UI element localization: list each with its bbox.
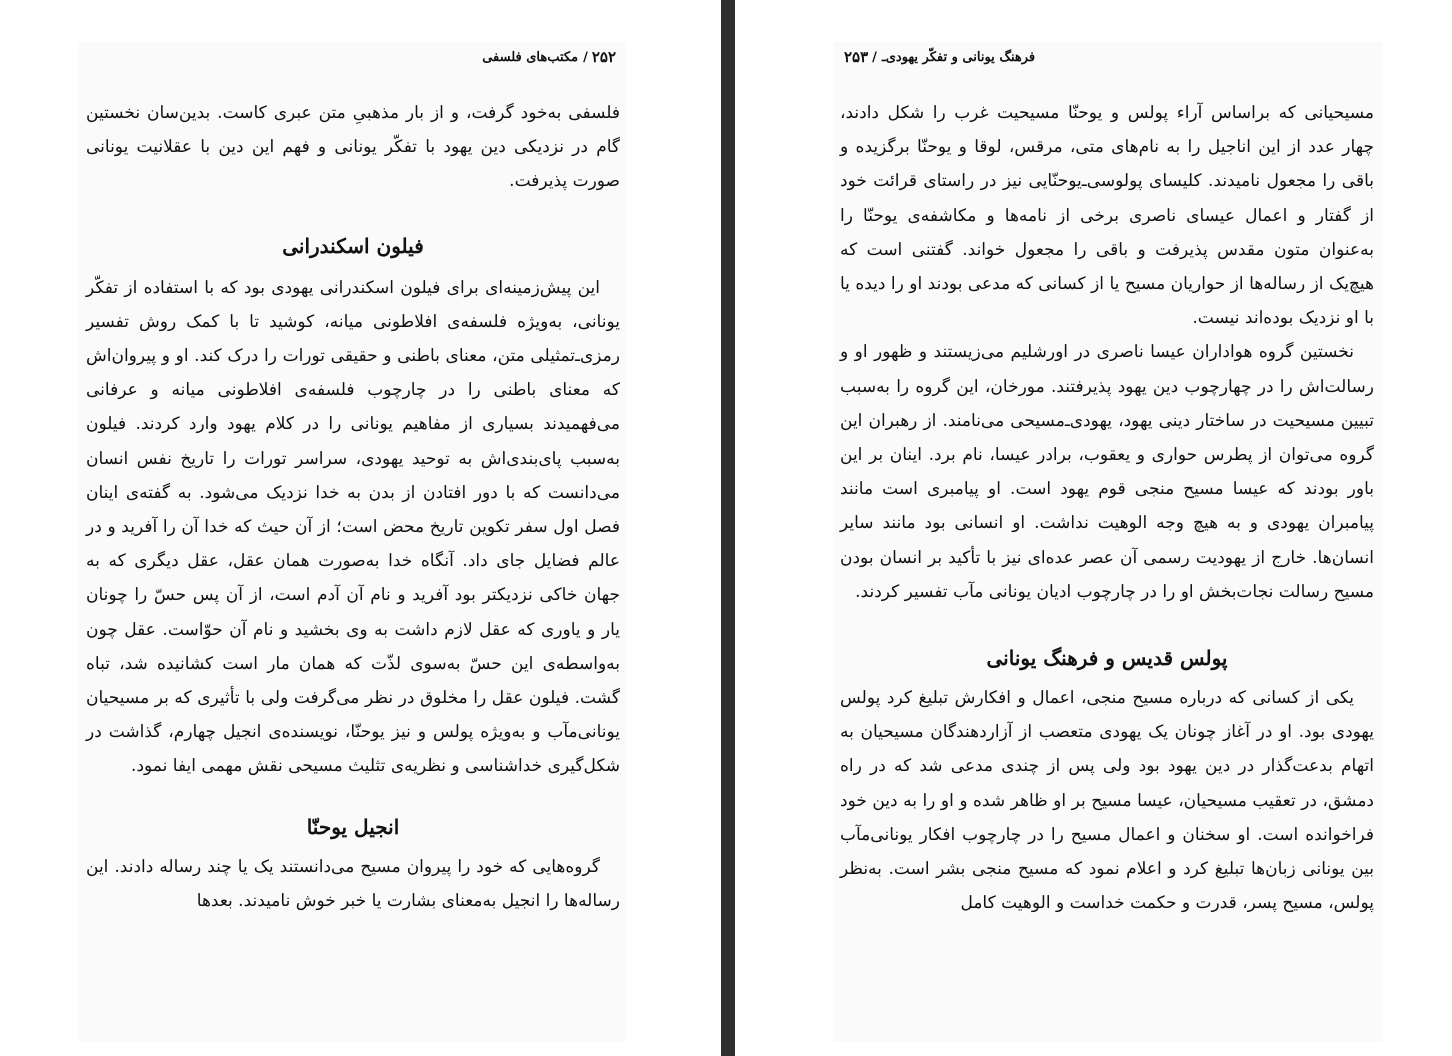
paragraph-paul: یکی از کسانی که درباره مسیح منجی، اعمال و افکارش تبلیغ کرد پولس یهودی بود. او در آغاز چونان یک یهودی متعصب از آزاردهندگان مسیحیان به اتهام بدعت‌گذار در دین یهود بود ولی پس از چندی مدعی شد که در راه دمشق، در تعقیب مسیحیان، عیسا مسیح بر او ظاهر شده و او را به دین خود فراخوانده است. او سخنان و اعمال مسیح را در چارچوب افکار یونانی‌مآب بین یونانی زبان‌ها تبلیغ کرد و اعلام نمود که مسیح منجی بشر است. به‌نظر پولس، مسیح پسر، قدرت و حکمت خداست و الوهیت کامل [840, 688, 1374, 914]
left-paragraph-intro: فلسفی به‌خود گرفت، و از بار مذهبیِ متن عبری کاست. بدین‌سان نخستین گام در نزدیکی دین یهود با تفکّر یونانی و فهم این دین با عقلانیت یونانی صورت پذیرفت. [86, 103, 620, 192]
left-page-header [86, 42, 620, 72]
right-page [834, 42, 1382, 1042]
right-page-header [840, 42, 1374, 72]
right-paragraph-2: نخستین گروه هواداران عیسا ناصری در اورشلیم می‌زیستند و ظهور او و رسالت‌اش را در چهارچوب دین یهود پذیرفتند. مورخان، این گروه را به‌سبب تبیین مسیحیت در ساختار دینی یهود، یهودی‌ـ‌مسیحی می‌نامند. از رهبران این گروه می‌توان از پطرس حواری و یعقوب، برادر عیسا، نام برد. اینان بر این باور بودند که عیسا مسیح منجی قوم یهود است. او پیامبری است مانند پیامبران یهودی و به هیچ وجه الوهیت نداشت. او انسانی بود مانند سایر انسان‌ها. خارج از یهودیت رسمی آن عصر عده‌ای نیز با تأکید بر انسان بودن مسیح رسالت نجات‌بخش او را در چارچوب ادیان یونانی مآب تفسیر کردند. [840, 342, 1374, 602]
left-page [78, 42, 626, 1042]
left-header-separator: / [583, 49, 588, 65]
paragraph-gospel-john: گروه‌هایی که خود را پیروان مسیح می‌دانستند یک یا چند رساله دادند. این رساله‌ها را انجیل به‌معنای بشارت یا خبر خوش نامیدند. بعدها [86, 856, 620, 911]
section-heading-philo: فیلون اسکندرانی [282, 233, 424, 258]
left-running-title: مکتب‌های فلسفی [482, 49, 579, 65]
left-page-body [86, 96, 620, 918]
section-heading-gospel-john: انجیل یوحنّا [306, 814, 400, 839]
right-paragraph-1: مسیحیانی که براساس آراء پولس و یوحنّا مسیحیت غرب را شکل دادند، چهار عدد از این اناجیل را به نام‌های متی، مرقس، لوقا و یوحنّا برگزیده و باقی را مجعول نامیدند. کلیسای پولوسی‌ـ‌یوحنّایی نیز در راستای قرائت خود از گفتار و اعمال عیسای ناصری برخی از نامه‌ها و مکاشفه‌ی یوحنّا را به‌عنوان متون مقدس پذیرفت و باقی را مجعول خواند. گفتنی است که هیچ‌یک از رساله‌ها از حواریان مسیح یا از کسانی که مدعی بودند او را دیده یا با او نزدیک بوده‌اند نیست. [840, 103, 1374, 329]
right-header-separator: / [872, 49, 877, 65]
left-page-number: ۲۵۲ [591, 48, 616, 66]
paragraph-philo: این پیش‌زمینه‌ای برای فیلون اسکندرانی یهودی بود که با استفاده از تفکّر یونانی، به‌ویژه فلسفه‌ی افلاطونی میانه، کوشید تا با کمک روش تفسیر رمزی‌ـ‌تمثیلی متن، معنای باطنی و حقیقی تورات را درک کند. او و پیروان‌اش که معنای باطنی را در چارچوب فلسفه‌ی افلاطونی میانه و عرفانی می‌فهمیدند بسیاری از مفاهیم یونانی را در کلام یهود وارد کردند. فیلون به‌سبب پای‌بندی‌اش به توحید یهودی، سراسر تورات را تاریخ نفس انسان می‌دانست که با دور افتادن از بدن به خدا نزدیک می‌شود. به گفته‌ی اینان فصل اول سفر تکوین تاریخ محض است؛ از آن حیث که خدا آن را آفرید و در عالم فضایل جای داد. آنگاه خدا به‌صورت همان عقل، عقل دیگری که به جهان خاکی نزدیکتر بود آفرید و نام آن آدم است، از آن پس حسّ را چونان یار و یاوری که عقل لازم داشت به وی بخشید و نام آن حوّاست. عقل چون به‌واسطه‌ی این حسّ به‌سوی لذّت که همان مار است کشانیده شد، تباه گشت. فیلون عقل را مخلوق در نظر می‌گرفت ولی با تأثیری که بر مسیحیان یونانی‌مآب و به‌ویژه پولس و نیز یوحنّا، نویسنده‌ی انجیل چهارم، گذاشت در شکل‌گیری خداشناسی و نظریه‌ی تثلیث مسیحی نقش مهمی ایفا نمود. [86, 277, 620, 777]
book-spine [721, 0, 735, 1056]
right-running-title: فرهنگ یونانی و تفکّر یهودی‌ـ [881, 49, 1036, 65]
section-heading-paul: پولس قدیس و فرهنگ یونانی [986, 646, 1228, 671]
right-page-body [840, 96, 1374, 920]
right-page-number: ۲۵۳ [844, 48, 869, 66]
